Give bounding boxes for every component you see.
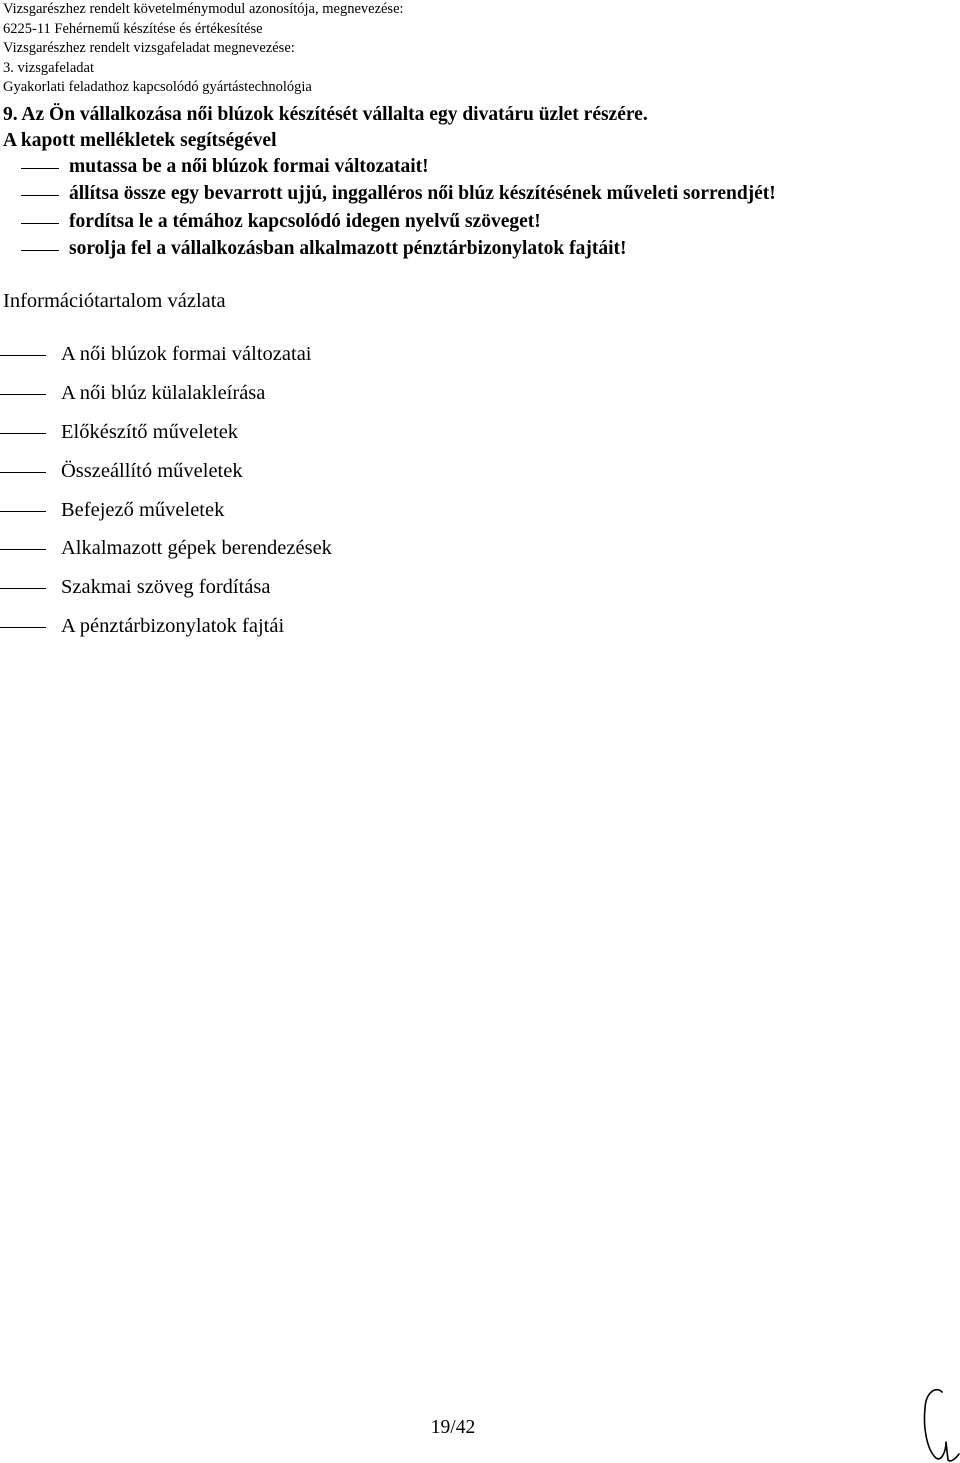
handwritten-signature <box>918 1384 960 1463</box>
header-line-module-label: Vizsgarészhez rendelt követelménymodul azonosítója, megnevezése: <box>3 1 404 17</box>
dash-bullet <box>21 250 59 251</box>
dash-bullet <box>21 223 59 224</box>
dash-bullet <box>0 433 46 434</box>
header-line-module-name: 6225-11 Fehérnemű készítése és értékesítése <box>3 20 263 37</box>
info-item-text: A női blúz külalakleírása <box>61 381 266 404</box>
dash-bullet <box>21 195 59 196</box>
dash-bullet <box>0 627 46 628</box>
info-item-text: Alkalmazott gépek berendezések <box>61 537 332 560</box>
info-title: Információtartalom vázlata <box>3 290 226 312</box>
info-item-text: A pénztárbizonylatok fajtái <box>61 615 285 638</box>
dash-bullet <box>21 168 59 169</box>
header-line-task-label: Vizsgarészhez rendelt vizsgafeladat megnevezése: <box>3 40 295 57</box>
info-item-text: Szakmai szöveg fordítása <box>61 576 271 599</box>
dash-bullet <box>0 355 46 356</box>
task-title: 9. Az Ön vállalkozása női blúzok készítését vállalta egy divatáru üzlet részére. <box>3 104 648 125</box>
task-item-text: fordítsa le a témához kapcsolódó idegen nyelvű szöveget! <box>69 210 541 232</box>
info-item-text: Összeállító műveletek <box>61 459 243 482</box>
header-line-task-topic: Gyakorlati feladathoz kapcsolódó gyártástechnológia <box>3 79 312 96</box>
dash-bullet <box>0 472 46 473</box>
info-item-text: Befejező műveletek <box>61 498 225 521</box>
header-line-task-number: 3. vizsgafeladat <box>3 59 94 76</box>
dash-bullet <box>0 549 46 550</box>
task-item-text: mutassa be a női blúzok formai változatait! <box>69 156 429 177</box>
task-intro: A kapott mellékletek segítségével <box>3 130 277 151</box>
dash-bullet <box>0 394 46 395</box>
task-item-text: sorolja fel a vállalkozásban alkalmazott pénztárbizonylatok fajtáit! <box>69 237 627 259</box>
info-item-text: Előkészítő műveletek <box>61 420 239 443</box>
info-item-text: A női blúzok formai változatai <box>61 343 312 365</box>
dash-bullet <box>0 588 46 589</box>
dash-bullet <box>0 511 46 512</box>
task-item-text: állítsa össze egy bevarrott ujjú, inggalléros női blúz készítésének műveleti sorrendjét! <box>69 183 776 205</box>
document-header <box>3 0 404 98</box>
page-number: 19/42 <box>430 1417 476 1438</box>
